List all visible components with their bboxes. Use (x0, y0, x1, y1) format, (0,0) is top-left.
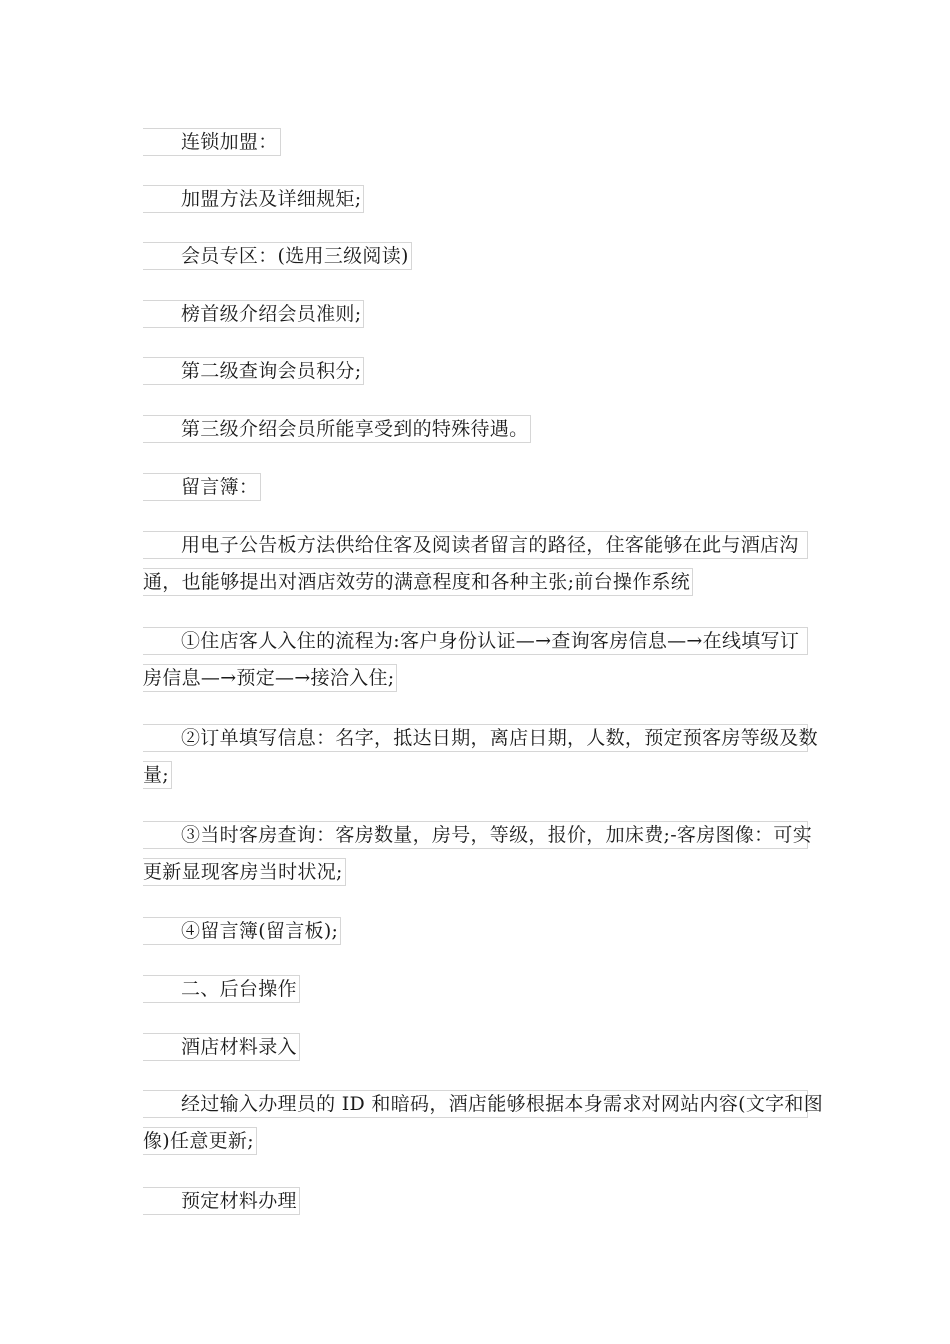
paragraph-admin-update (143, 1086, 824, 1160)
line-text: 通，也能够提出对酒店效劳的满意程度和各种主张;前台操作系统 (143, 571, 691, 593)
text-line (143, 854, 807, 891)
text-line (143, 660, 807, 697)
text-line (143, 527, 807, 564)
paragraph-booking-management (143, 1183, 807, 1220)
section-heading-backend (143, 971, 807, 1008)
line-text: 预定材料办理 (181, 1190, 297, 1212)
text-line (143, 1086, 824, 1123)
paragraph-checkin-flow (143, 623, 807, 697)
text-line (143, 623, 807, 660)
line-text: 二、后台操作 (181, 978, 297, 1000)
paragraph-level-one (143, 296, 807, 333)
line-text: 加盟方法及详细规矩; (181, 188, 362, 210)
text-line (143, 757, 807, 794)
text-line (143, 564, 807, 601)
paragraph-level-three (143, 411, 807, 448)
text-line (143, 817, 813, 854)
line-text: 更新显现客房当时状况; (143, 861, 343, 883)
paragraph-hotel-data-entry (143, 1029, 807, 1066)
line-text: ④留言簿(留言板); (181, 920, 339, 942)
paragraph-order-info (143, 720, 818, 794)
text-line (143, 971, 807, 1008)
line-text: 量; (143, 764, 170, 786)
line-text: 经过输入办理员的 ID 和暗码，酒店能够根据本身需求对网站内容(文字和图 (181, 1093, 824, 1115)
text-line (143, 353, 807, 390)
line-text: 会员专区：(选用三级阅读) (181, 245, 409, 267)
text-line (143, 411, 807, 448)
line-text: 像)任意更新; (143, 1130, 254, 1152)
text-line (143, 296, 807, 333)
paragraph-room-query (143, 817, 813, 891)
paragraph-guestbook-board (143, 913, 807, 950)
paragraph-guestbook-heading (143, 469, 807, 506)
line-text: 用电子公告板方法供给住客及阅读者留言的路径，住客能够在此与酒店沟 (181, 534, 799, 556)
paragraph-level-two (143, 353, 807, 390)
text-line (143, 124, 807, 161)
line-text: ②订单填写信息：名字，抵达日期，离店日期，人数，预定预客房等级及数 (181, 727, 818, 749)
line-text: 第三级介绍会员所能享受到的特殊待遇。 (181, 418, 529, 440)
text-line (143, 1029, 807, 1066)
paragraph-chain-franchise (143, 124, 807, 161)
paragraph-member-zone (143, 238, 807, 275)
text-line (143, 1183, 807, 1220)
line-text: 第二级查询会员积分; (181, 360, 362, 382)
line-text: ①住店客人入住的流程为:客户身份认证—→查询客房信息—→在线填写订 (181, 630, 800, 652)
line-text: 房信息—→预定—→接洽入住; (143, 667, 395, 689)
text-line (143, 913, 807, 950)
text-line (143, 469, 807, 506)
line-text: 连锁加盟： (181, 131, 278, 153)
paragraph-franchise-method (143, 181, 807, 218)
text-line (143, 720, 818, 757)
line-text: 留言簿： (181, 476, 259, 498)
text-line (143, 1123, 807, 1160)
line-text: ③当时客房查询：客房数量，房号，等级，报价，加床费;-客房图像：可实 (181, 824, 813, 846)
line-text: 酒店材料录入 (181, 1036, 297, 1058)
paragraph-guestbook-description (143, 527, 807, 601)
text-line (143, 238, 807, 275)
line-text: 榜首级介绍会员准则; (181, 303, 362, 325)
text-line (143, 181, 807, 218)
